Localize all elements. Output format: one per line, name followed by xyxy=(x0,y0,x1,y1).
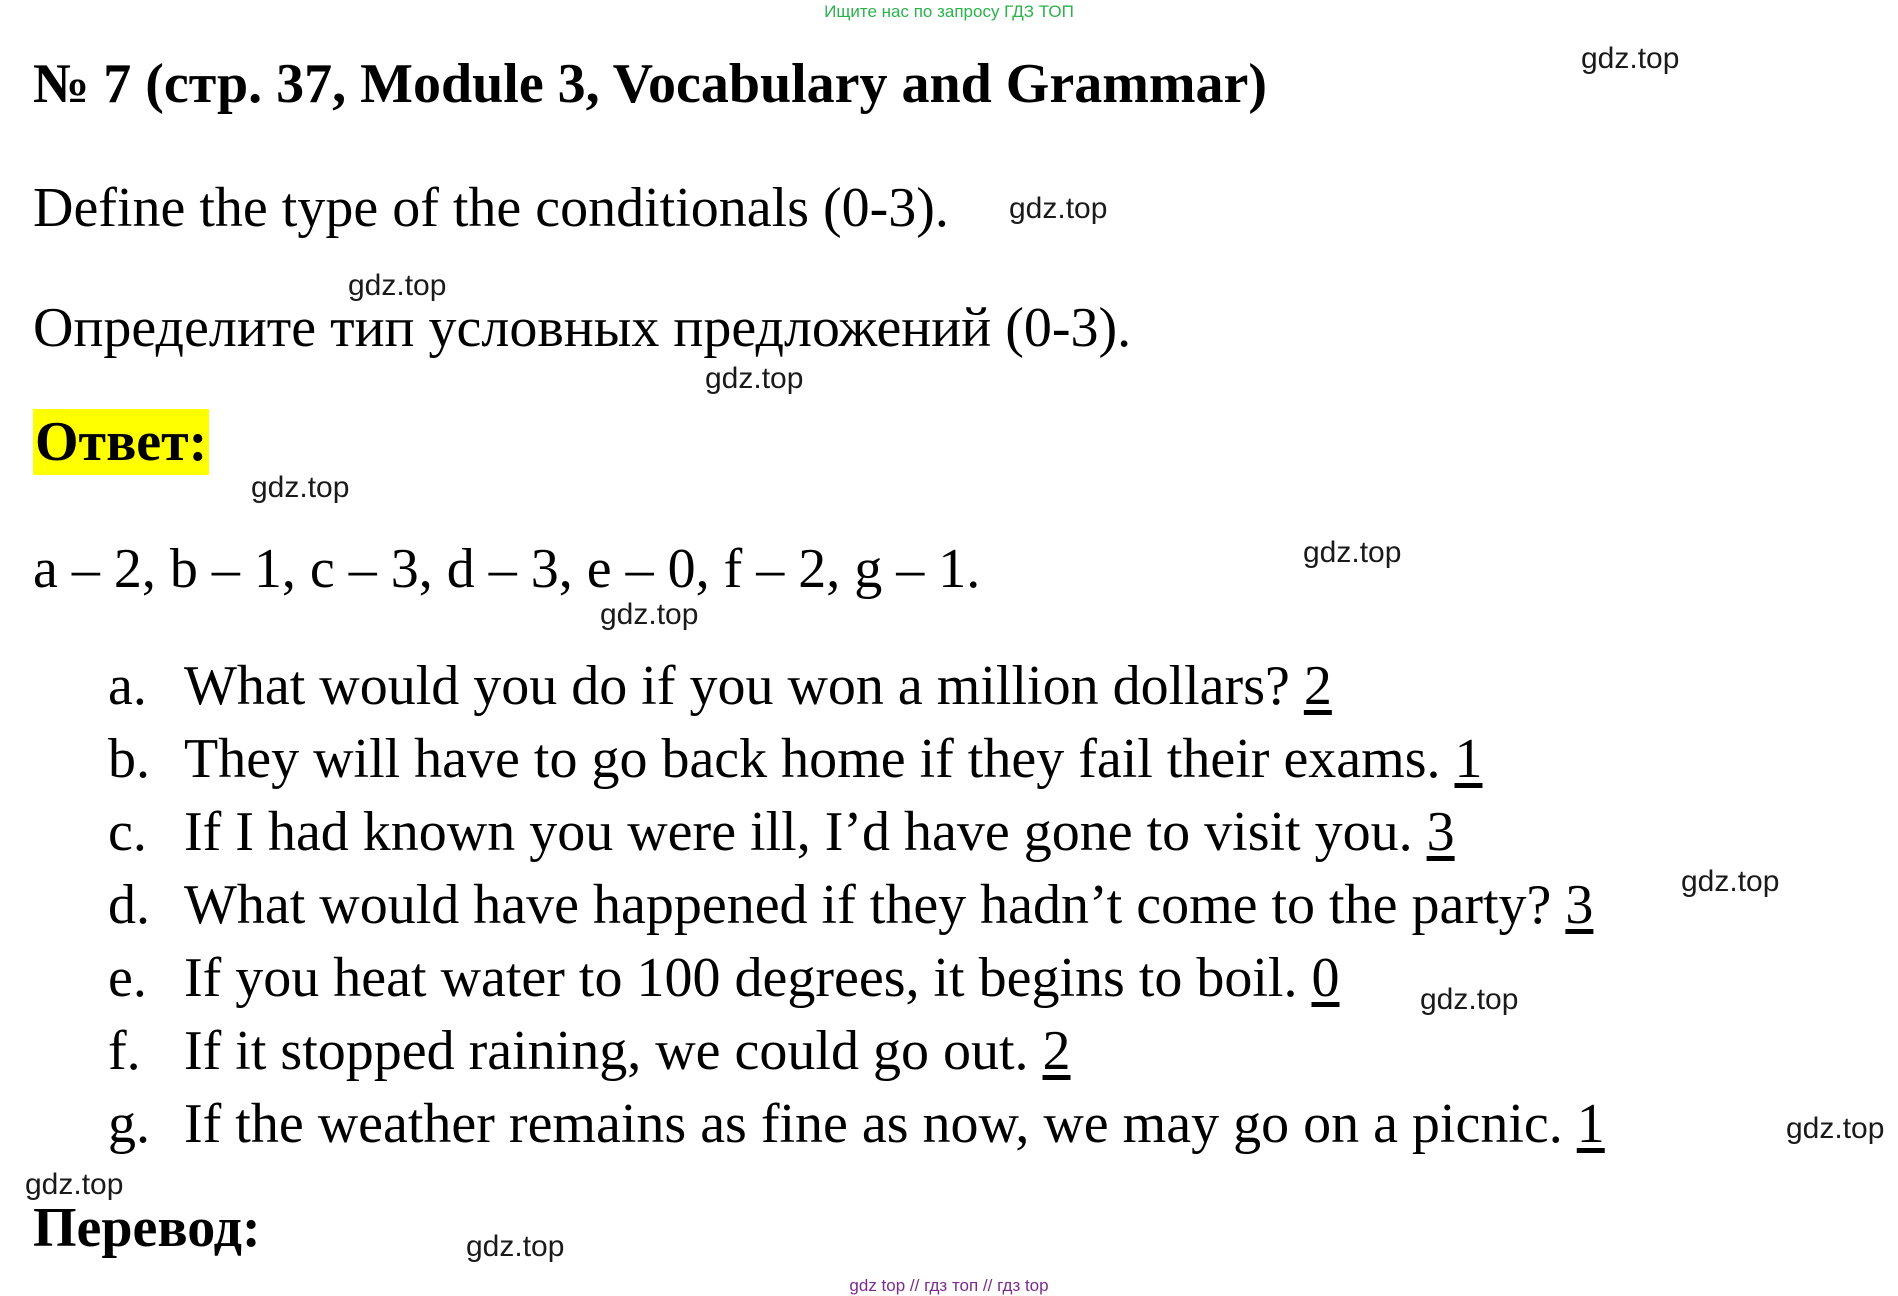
item-letter: d. xyxy=(108,874,150,936)
item-text: If the weather remains as fine as now, we may go on a picnic. xyxy=(184,1093,1577,1155)
item-answer: 0 xyxy=(1311,947,1340,1009)
footer: gdz top // гдз топ // гдз top xyxy=(849,1276,1049,1295)
item-text: They will have to go back home if they fail their exams. xyxy=(184,728,1455,790)
item-answer: 1 xyxy=(1454,728,1483,790)
item-answer: 2 xyxy=(1303,655,1332,717)
watermark: gdz.top xyxy=(1303,536,1402,569)
watermark: gdz.top xyxy=(1420,983,1519,1016)
watermark: gdz.top xyxy=(1786,1112,1885,1145)
item-answer: 3 xyxy=(1565,874,1594,936)
item-text: If you heat water to 100 degrees, it begins to boil. xyxy=(184,947,1312,1009)
answer-summary: a – 2, b – 1, c – 3, d – 3, e – 0, f – 2, g – 1. xyxy=(33,538,981,600)
watermark: gdz.top xyxy=(251,471,350,504)
translation-heading: Перевод: xyxy=(33,1197,261,1259)
item-answer: 3 xyxy=(1426,801,1455,863)
item-letter: a. xyxy=(108,655,147,717)
task-russian: Определите тип условных предложений (0-3). xyxy=(33,297,1132,359)
item-letter: g. xyxy=(108,1093,150,1155)
item-answer: 1 xyxy=(1576,1093,1605,1155)
top-banner: Ищите нас по запросу ГДЗ ТОП xyxy=(824,2,1074,21)
list-item xyxy=(108,654,1332,718)
item-text: If I had known you were ill, I’d have gone to visit you. xyxy=(184,801,1427,863)
list-item xyxy=(108,946,1340,1010)
watermark: gdz.top xyxy=(348,269,447,302)
list-item xyxy=(108,873,1593,937)
task-english: Define the type of the conditionals (0-3). xyxy=(33,177,949,239)
item-text: What would you do if you won a million dollars? xyxy=(184,655,1304,717)
item-letter: c. xyxy=(108,801,147,863)
item-letter: e. xyxy=(108,947,147,1009)
watermark: gdz.top xyxy=(25,1168,124,1201)
watermark: gdz.top xyxy=(1009,192,1108,225)
watermark: gdz.top xyxy=(466,1230,565,1263)
page-title: № 7 (стр. 37, Module 3, Vocabulary and Grammar) xyxy=(33,53,1268,115)
watermark: gdz.top xyxy=(705,362,804,395)
item-letter: b. xyxy=(108,728,150,790)
item-text: What would have happened if they hadn’t come to the party? xyxy=(184,874,1566,936)
item-text: If it stopped raining, we could go out. xyxy=(184,1020,1043,1082)
watermark: gdz.top xyxy=(1581,42,1680,75)
list-item xyxy=(108,800,1455,864)
item-answer: 2 xyxy=(1042,1020,1071,1082)
item-letter: f. xyxy=(108,1020,141,1082)
watermark: gdz.top xyxy=(1681,865,1780,898)
list-item xyxy=(108,727,1483,791)
watermark: gdz.top xyxy=(600,598,699,631)
answer-heading: Ответ: xyxy=(35,411,208,473)
list-item xyxy=(108,1092,1605,1156)
list-item xyxy=(108,1019,1071,1083)
